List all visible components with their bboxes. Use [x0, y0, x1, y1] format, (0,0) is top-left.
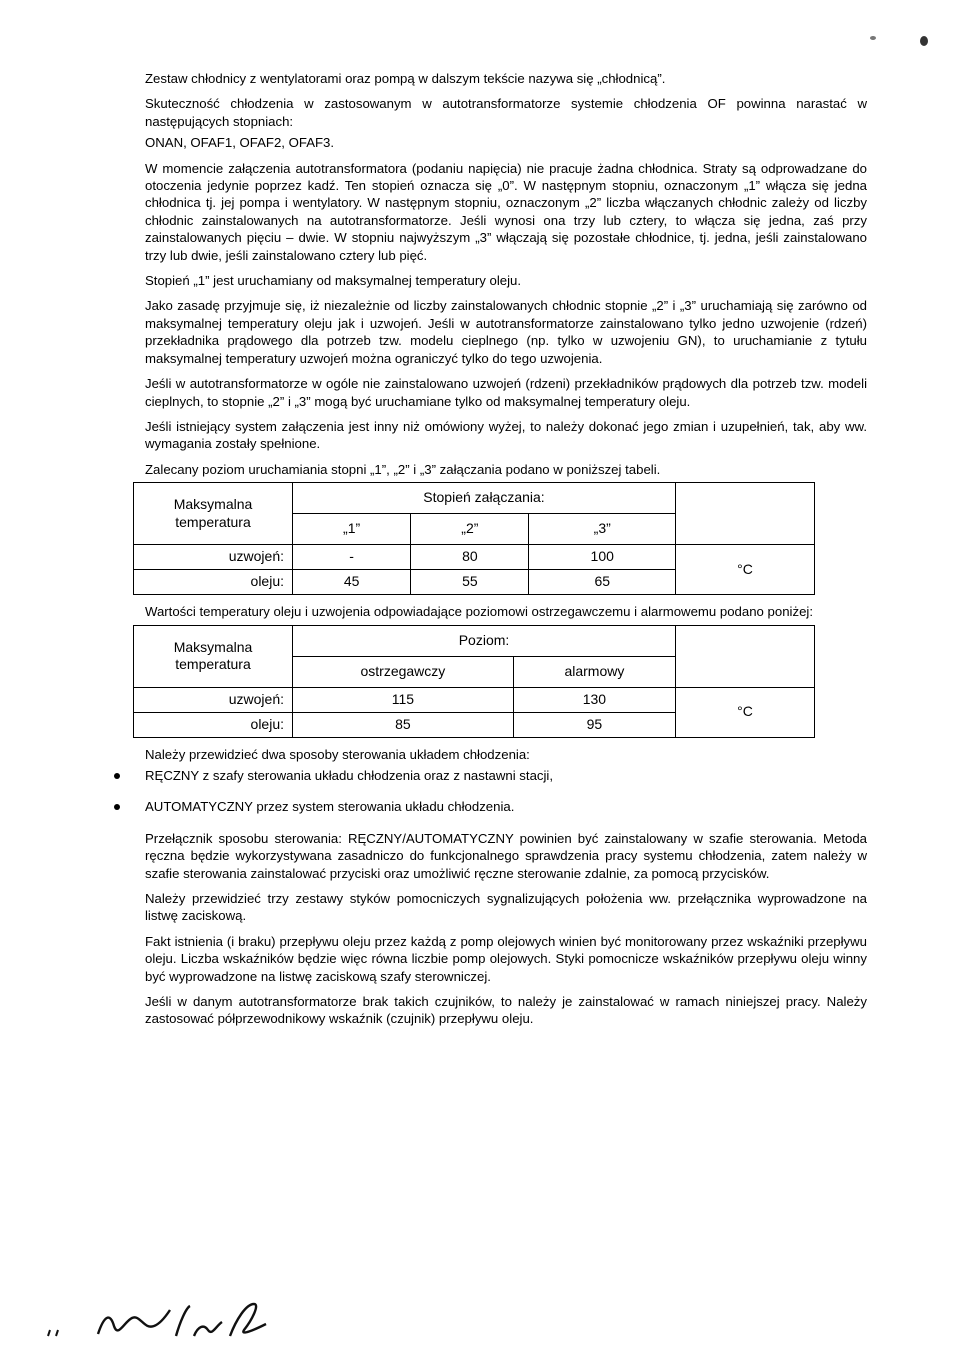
table2-row-label: oleju: [134, 712, 293, 737]
table2-corner: Maksymalna temperatura [134, 625, 293, 687]
table1-unit: °C [676, 545, 815, 595]
table2-cell: 95 [513, 712, 675, 737]
table1-row-label: oleju: [134, 570, 293, 595]
scan-speck [920, 36, 928, 46]
list-item [145, 767, 867, 784]
paragraph-flow-sensors: Jeśli w danym autotransformatorze brak takich czujników, to należy je zainstalować w ramach niniejszej pracy. Należy zastosować półprzewodnikowy wskaźnik (czujnik) przepływu oleju. [145, 994, 867, 1027]
paragraph-oil-flow-monitoring: Fakt istnienia (i braku) przepływu oleju przez każdą z pomp olejowych winien być monitorowany przez wskaźniki przepływu oleju. Liczba wskaźników będzie więc równa liczbie pomp olejowych. Styki pomocnicze wskaźników przepływu oleju winny być wyprowadzone na listwę zaciskową szafy sterowniczej. [145, 933, 867, 984]
paragraph-cooler-definition: Zestaw chłodnicy z wentylatorami oraz pompą w dalszym tekście nazywa się „chłodnicą”. [145, 71, 666, 86]
paragraph-stage-list: ONAN, OFAF1, OFAF2, OFAF3. [145, 135, 335, 151]
list-item-text: RĘCZNY z szafy sterowania układu chłodzenia oraz z nastawni stacji, [145, 767, 554, 783]
table1-cell: 65 [529, 570, 676, 595]
table2-col-1: ostrzegawczy [293, 656, 514, 687]
paragraph-control-modes-intro: Należy przewidzieć dwa sposoby sterowania układem chłodzenia: [145, 746, 530, 762]
handwritten-signature [40, 1296, 300, 1350]
paragraph-existing-system: Jeśli istniejący system załączenia jest inny niż omówiony wyżej, to należy dokonać jego zmian i uzupełnień, tak, aby ww. wymagania zostały spełnione. [145, 418, 867, 452]
table1-cell: - [293, 545, 411, 570]
table2-cell: 85 [293, 712, 514, 737]
control-modes-list [145, 767, 867, 816]
paragraph-cooling-stages-intro: Skuteczność chłodzenia w zastosowanym w autotransformatorze systemie chłodzenia OF powinna narastać w następujących stopniach: [145, 96, 867, 129]
table1-cell: 55 [411, 570, 529, 595]
warning-alarm-table [133, 625, 815, 738]
paragraph-stage-description: W momencie załączenia autotransformatora (podaniu napięcia) nie pracuje żadna chłodnica. Straty są odprowadzane do otoczenia jedynie poprzez kadź. Ten stopień oznacza się „0”. W następnym stopniu, oznaczonym „1” włącza się jedna chłodnica tj. jej pompa i wentylatory. W następnym stopniu, oznaczonym „2” liczba włączanych chłodnic zależy od liczby chłodnic zainstalowanych na autotransformatorze. Jeśli wynosi ona trzy lub cztery, to włącza się jedna, zaś przy zainstalowanych pięciu – dwie. W stopniu najwyższym „3” włączają się pozostałe chłodnice, tj. jedna, jeśli zainstalowano trzy lub dwie, jeśli zainstalowano cztery lub pięć. [145, 160, 867, 263]
table2-cell: 115 [293, 687, 514, 712]
paragraph-stage-2-3-trigger: Jako zasadę przyjmuje się, iż niezależnie od liczby zainstalowanych chłodnic stopnie „2” i „3” uruchamiają się zarówno od maksymalnej temperatury oleju jak i uzwojeń. Jeśli w autotransformatorze zainstalowano tylko jedno uzwojenie (rdzeń) przekładnika prądowego dla potrzeb tzw. modelu cieplnego (np. tylko w uzwojeniu GN), to uruchamianie z tytułu maksymalnej temperatury uzwojeń można ograniczyć tylko do tego uzwojenia. [145, 298, 867, 366]
table2-blank [676, 625, 815, 687]
table1-cell: 45 [293, 570, 411, 595]
table2-unit: °C [676, 687, 815, 737]
paragraph-table2-intro: Wartości temperatury oleju i uzwojenia odpowiadające poziomowi ostrzegawczemu i alarmowemu podano poniżej: [145, 604, 814, 620]
table-row [134, 545, 815, 570]
table2-col-2: alarmowy [513, 656, 675, 687]
document-body [145, 70, 867, 1036]
stage-activation-table [133, 482, 815, 595]
bullet-icon [114, 773, 120, 779]
paragraph-stage-1-trigger: Stopień „1” jest uruchamiany od maksymalnej temperatury oleju. [145, 273, 522, 289]
table1-corner: Maksymalna temperatura [134, 483, 293, 545]
table1-cell: 100 [529, 545, 676, 570]
list-item-text: AUTOMATYCZNY przez system sterowania układu chłodzenia. [145, 799, 515, 815]
paragraph-mode-switch: Przełącznik sposobu sterowania: RĘCZNY/AUTOMATYCZNY powinien być zainstalowany w szafie sterowania. Metoda ręczna będzie wykorzystywana zasadniczo do funkcjonalnego sprawdzenia pracy systemu chłodzenia, zatem należy w szafie sterowania zainstalować przyciski oraz umożliwić ręczne sterowanie zdalnie, za pomocą przycisków. [145, 830, 867, 881]
scan-speck [870, 36, 876, 40]
table1-blank [676, 483, 815, 545]
table1-col-3: „3” [529, 514, 676, 545]
paragraph-no-ct-windings: Jeśli w autotransformatorze w ogóle nie zainstalowano uzwojeń (rdzeni) przekładników prądowych dla potrzeb tzw. modeli cieplnych, to stopnie „2” i „3” mogą być uruchamiane tylko od maksymalnej temperatury oleju. [145, 376, 867, 409]
table1-cell: 80 [411, 545, 529, 570]
table2-row-label: uzwojeń: [134, 687, 293, 712]
table1-group-header: Stopień załączania: [293, 483, 676, 514]
table1-col-2: „2” [411, 514, 529, 545]
table2-cell: 130 [513, 687, 675, 712]
table1-row-label: uzwojeń: [134, 545, 293, 570]
table-row [134, 687, 815, 712]
paragraph-table1-intro: Zalecany poziom uruchamiania stopni „1”, „2” i „3” załączania podano w poniższej tabeli. [145, 461, 661, 477]
paragraph-auxiliary-contacts: Należy przewidzieć trzy zestawy styków pomocniczych sygnalizujących położenia ww. przełącznika wyprowadzone na listwę zaciskową. [145, 890, 867, 924]
list-item [145, 798, 867, 815]
table2-group-header: Poziom: [293, 625, 676, 656]
bullet-icon [114, 804, 120, 810]
table1-col-1: „1” [293, 514, 411, 545]
